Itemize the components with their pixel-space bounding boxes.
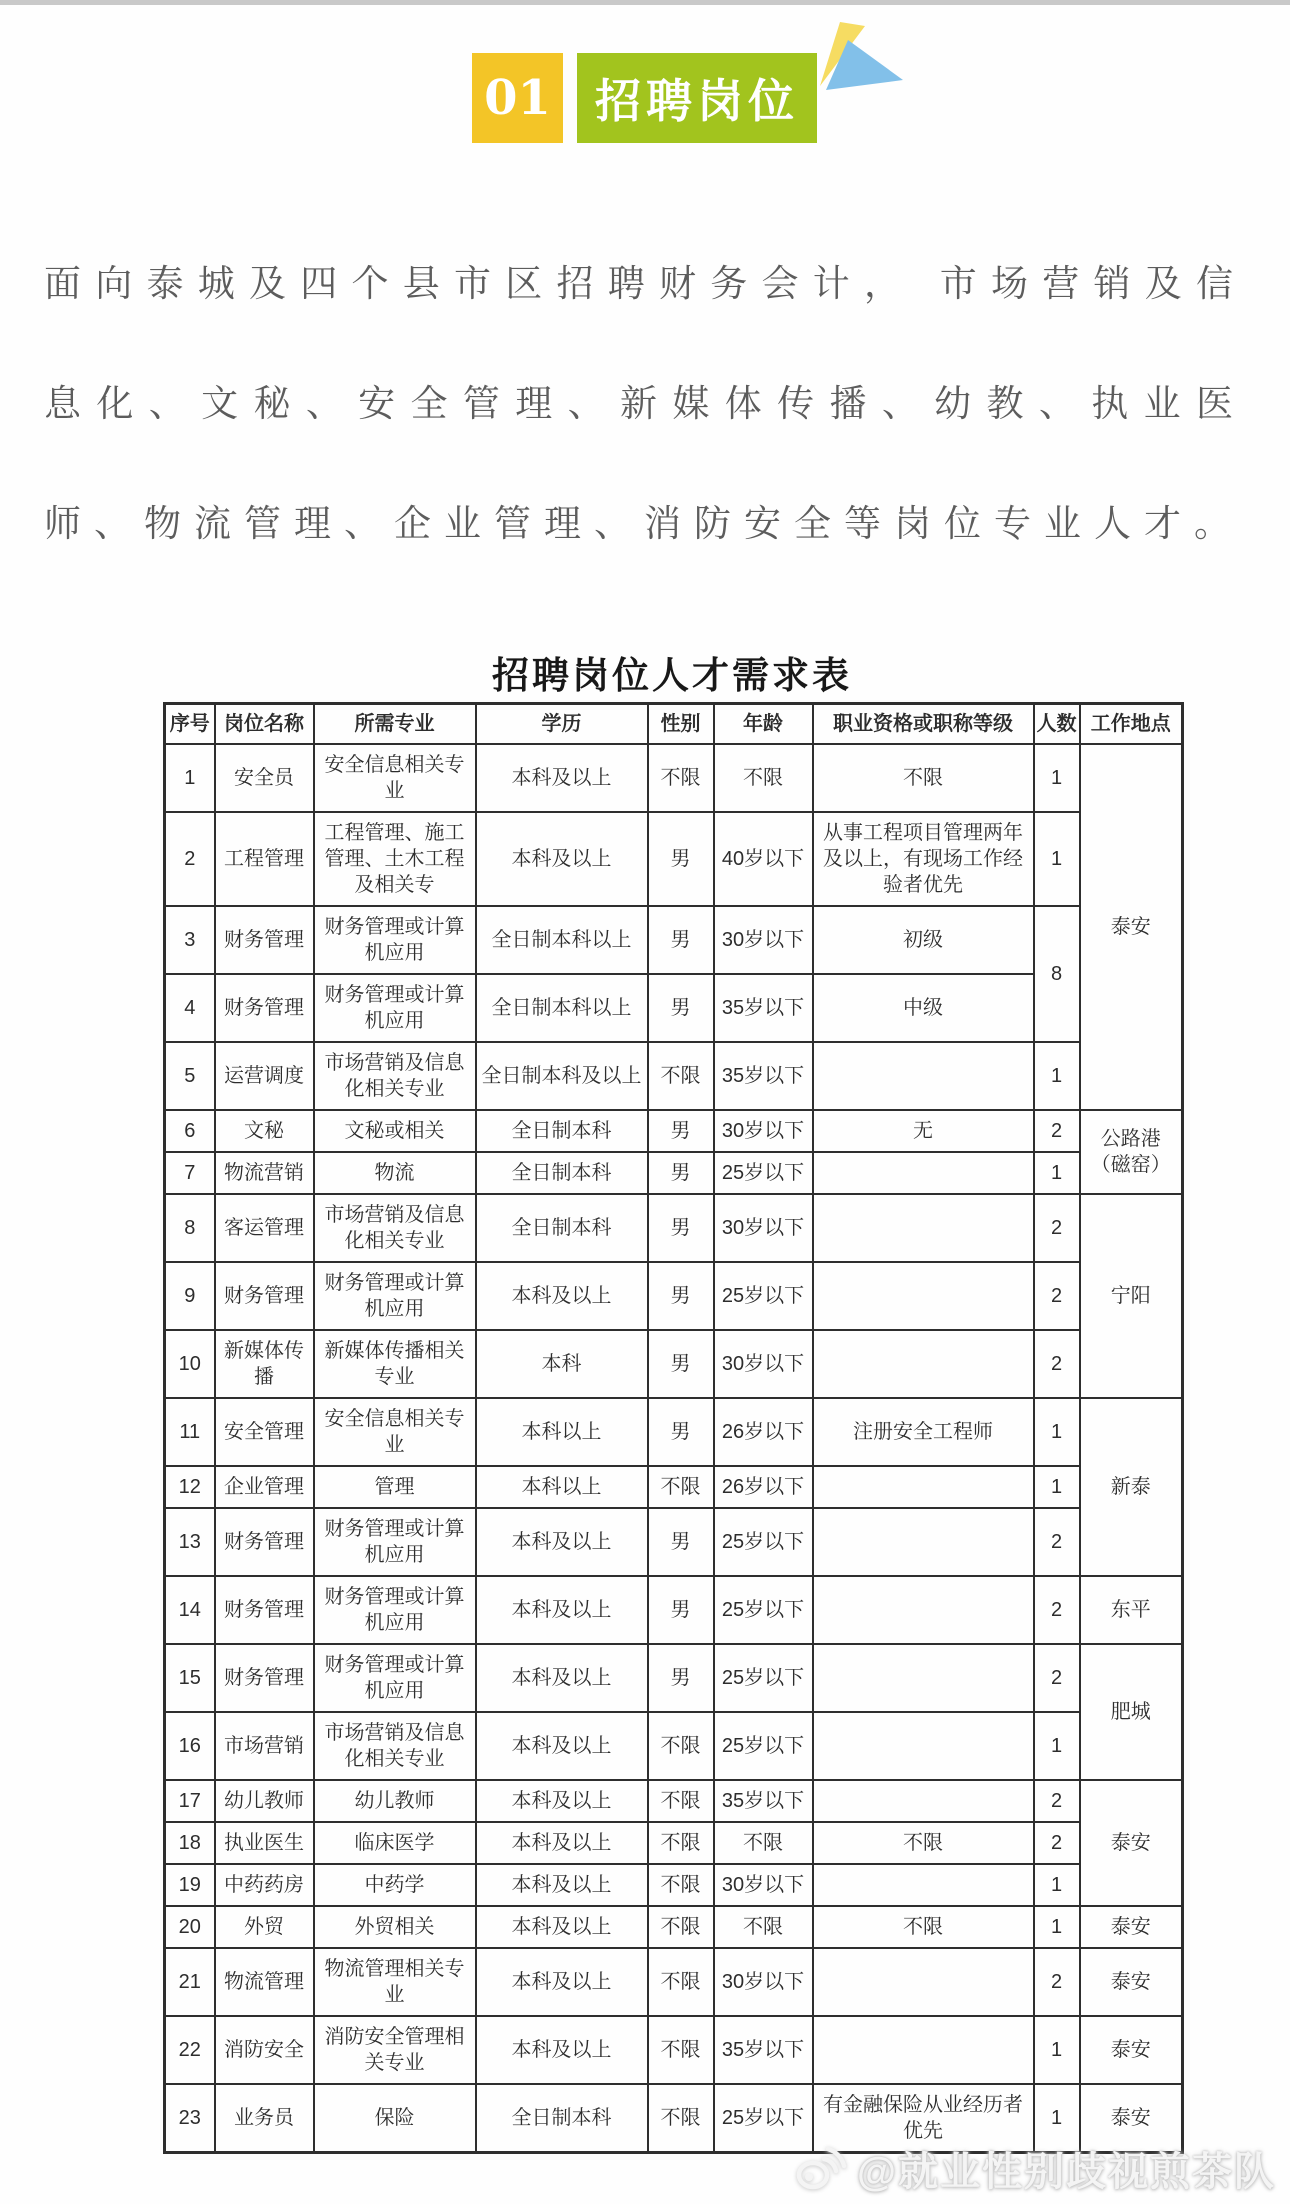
cell-degree: 全日制本科及以上 bbox=[476, 1042, 648, 1110]
column-header-3: 学历 bbox=[476, 704, 648, 745]
cell-qualification: 初级 bbox=[813, 906, 1034, 974]
cell-people-count: 2 bbox=[1034, 1262, 1080, 1330]
column-header-6: 职业资格或职称等级 bbox=[813, 704, 1034, 745]
cell-serial: 18 bbox=[165, 1822, 215, 1864]
cell-serial: 19 bbox=[165, 1864, 215, 1906]
cell-serial: 7 bbox=[165, 1152, 215, 1194]
table-row-21 bbox=[165, 1948, 1183, 2016]
cell-major: 财务管理或计算机应用 bbox=[314, 1262, 476, 1330]
column-header-4: 性别 bbox=[648, 704, 714, 745]
cell-work-location: 肥城 bbox=[1080, 1644, 1183, 1780]
requirements-table-body bbox=[165, 744, 1183, 2153]
cell-major: 新媒体传播相关专业 bbox=[314, 1330, 476, 1398]
cell-qualification bbox=[813, 1042, 1034, 1110]
cell-job-name: 物流营销 bbox=[215, 1152, 314, 1194]
cell-age: 25岁以下 bbox=[714, 1712, 813, 1780]
cell-age: 35岁以下 bbox=[714, 1042, 813, 1110]
cell-qualification bbox=[813, 1194, 1034, 1262]
cell-serial: 14 bbox=[165, 1576, 215, 1644]
cell-degree: 本科及以上 bbox=[476, 812, 648, 906]
cell-degree: 全日制本科 bbox=[476, 1152, 648, 1194]
table-row-1 bbox=[165, 744, 1183, 812]
cell-serial: 17 bbox=[165, 1780, 215, 1822]
column-header-5: 年龄 bbox=[714, 704, 813, 745]
section-title-badge: 招聘岗位 bbox=[577, 53, 817, 143]
cell-age: 40岁以下 bbox=[714, 812, 813, 906]
cell-qualification: 中级 bbox=[813, 974, 1034, 1042]
cell-degree: 全日制本科 bbox=[476, 2084, 648, 2153]
cell-gender: 男 bbox=[648, 812, 714, 906]
cell-qualification: 无 bbox=[813, 1110, 1034, 1152]
cell-gender: 男 bbox=[648, 1576, 714, 1644]
cell-gender: 男 bbox=[648, 1330, 714, 1398]
cell-age: 26岁以下 bbox=[714, 1398, 813, 1466]
cell-serial: 4 bbox=[165, 974, 215, 1042]
cell-age: 35岁以下 bbox=[714, 2016, 813, 2084]
cell-qualification: 注册安全工程师 bbox=[813, 1398, 1034, 1466]
table-row-10 bbox=[165, 1330, 1183, 1398]
cell-major: 管理 bbox=[314, 1466, 476, 1508]
cell-job-name: 新媒体传播 bbox=[215, 1330, 314, 1398]
cell-major: 财务管理或计算机应用 bbox=[314, 1508, 476, 1576]
cell-age: 不限 bbox=[714, 744, 813, 812]
cell-qualification bbox=[813, 1576, 1034, 1644]
cell-job-name: 财务管理 bbox=[215, 1508, 314, 1576]
table-row-6 bbox=[165, 1110, 1183, 1152]
cell-serial: 8 bbox=[165, 1194, 215, 1262]
cell-degree: 本科及以上 bbox=[476, 1712, 648, 1780]
cell-gender: 男 bbox=[648, 1508, 714, 1576]
cell-degree: 本科及以上 bbox=[476, 1576, 648, 1644]
cell-major: 外贸相关 bbox=[314, 1906, 476, 1948]
table-row-8 bbox=[165, 1194, 1183, 1262]
cell-work-location: 泰安 bbox=[1080, 744, 1183, 1110]
cell-gender: 不限 bbox=[648, 2016, 714, 2084]
cell-qualification bbox=[813, 1712, 1034, 1780]
cell-work-location: 泰安 bbox=[1080, 1906, 1183, 1948]
table-row-20 bbox=[165, 1906, 1183, 1948]
cell-people-count: 2 bbox=[1034, 1508, 1080, 1576]
cell-degree: 本科及以上 bbox=[476, 1780, 648, 1822]
cell-job-name: 财务管理 bbox=[215, 974, 314, 1042]
cell-gender: 不限 bbox=[648, 1822, 714, 1864]
cell-people-count: 1 bbox=[1034, 1042, 1080, 1110]
cell-people-count: 2 bbox=[1034, 1110, 1080, 1152]
cell-serial: 20 bbox=[165, 1906, 215, 1948]
cell-major: 工程管理、施工管理、土木工程及相关专 bbox=[314, 812, 476, 906]
table-row-15 bbox=[165, 1644, 1183, 1712]
cell-people-count: 1 bbox=[1034, 812, 1080, 906]
cell-gender: 不限 bbox=[648, 1780, 714, 1822]
cell-serial: 2 bbox=[165, 812, 215, 906]
column-header-2: 所需专业 bbox=[314, 704, 476, 745]
cell-qualification bbox=[813, 1644, 1034, 1712]
watermark bbox=[793, 2140, 1276, 2197]
table-row-5 bbox=[165, 1042, 1183, 1110]
cell-gender: 男 bbox=[648, 1262, 714, 1330]
cell-job-name: 工程管理 bbox=[215, 812, 314, 906]
cell-gender: 男 bbox=[648, 1152, 714, 1194]
cell-people-count: 2 bbox=[1034, 1576, 1080, 1644]
cell-age: 25岁以下 bbox=[714, 1152, 813, 1194]
cell-people-count: 1 bbox=[1034, 2084, 1080, 2153]
cell-qualification: 不限 bbox=[813, 744, 1034, 812]
cell-serial: 22 bbox=[165, 2016, 215, 2084]
cell-age: 25岁以下 bbox=[714, 1576, 813, 1644]
cell-gender: 不限 bbox=[648, 1906, 714, 1948]
cell-major: 市场营销及信息化相关专业 bbox=[314, 1194, 476, 1262]
cell-work-location: 宁阳 bbox=[1080, 1194, 1183, 1398]
table-row-7 bbox=[165, 1152, 1183, 1194]
table-row-3 bbox=[165, 906, 1183, 974]
cell-qualification bbox=[813, 1864, 1034, 1906]
cell-gender: 男 bbox=[648, 1398, 714, 1466]
cell-degree: 本科及以上 bbox=[476, 1644, 648, 1712]
cell-gender: 不限 bbox=[648, 1712, 714, 1780]
table-title: 招聘岗位人才需求表 bbox=[492, 655, 852, 696]
cell-gender: 男 bbox=[648, 1194, 714, 1262]
cell-age: 30岁以下 bbox=[714, 906, 813, 974]
cell-job-name: 运营调度 bbox=[215, 1042, 314, 1110]
column-header-0: 序号 bbox=[165, 704, 215, 745]
cell-age: 25岁以下 bbox=[714, 1508, 813, 1576]
cell-qualification bbox=[813, 1330, 1034, 1398]
cell-gender: 不限 bbox=[648, 1466, 714, 1508]
cell-major: 安全信息相关专业 bbox=[314, 1398, 476, 1466]
cell-gender: 不限 bbox=[648, 2084, 714, 2153]
cell-gender: 男 bbox=[648, 974, 714, 1042]
cell-age: 30岁以下 bbox=[714, 1110, 813, 1152]
cell-major: 临床医学 bbox=[314, 1822, 476, 1864]
cell-job-name: 外贸 bbox=[215, 1906, 314, 1948]
cell-work-location: 泰安 bbox=[1080, 1948, 1183, 2016]
cell-job-name: 幼儿教师 bbox=[215, 1780, 314, 1822]
cell-work-location: 新泰 bbox=[1080, 1398, 1183, 1576]
table-row-18 bbox=[165, 1822, 1183, 1864]
cell-gender: 男 bbox=[648, 906, 714, 974]
cell-age: 35岁以下 bbox=[714, 1780, 813, 1822]
cell-age: 25岁以下 bbox=[714, 1644, 813, 1712]
cell-degree: 本科及以上 bbox=[476, 1948, 648, 2016]
cell-major: 中药学 bbox=[314, 1864, 476, 1906]
cell-work-location: 公路港（磁窑） bbox=[1080, 1110, 1183, 1194]
table-row-17 bbox=[165, 1780, 1183, 1822]
cell-degree: 全日制本科 bbox=[476, 1110, 648, 1152]
column-header-1: 岗位名称 bbox=[215, 704, 314, 745]
requirements-table-header-row bbox=[165, 704, 1183, 745]
cell-work-location: 东平 bbox=[1080, 1576, 1183, 1644]
cell-people-count: 1 bbox=[1034, 1906, 1080, 1948]
cell-qualification bbox=[813, 1152, 1034, 1194]
cell-serial: 12 bbox=[165, 1466, 215, 1508]
cell-qualification: 不限 bbox=[813, 1906, 1034, 1948]
cell-people-count: 1 bbox=[1034, 1398, 1080, 1466]
table-row-2 bbox=[165, 812, 1183, 906]
cell-degree: 本科及以上 bbox=[476, 1906, 648, 1948]
table-row-12 bbox=[165, 1466, 1183, 1508]
cell-gender: 不限 bbox=[648, 1948, 714, 2016]
cell-qualification bbox=[813, 1780, 1034, 1822]
cell-degree: 本科 bbox=[476, 1330, 648, 1398]
cell-qualification: 不限 bbox=[813, 1822, 1034, 1864]
cell-major: 安全信息相关专业 bbox=[314, 744, 476, 812]
cell-age: 30岁以下 bbox=[714, 1194, 813, 1262]
cell-job-name: 财务管理 bbox=[215, 906, 314, 974]
cell-job-name: 消防安全 bbox=[215, 2016, 314, 2084]
cell-job-name: 业务员 bbox=[215, 2084, 314, 2153]
cell-degree: 本科及以上 bbox=[476, 1262, 648, 1330]
cell-gender: 不限 bbox=[648, 1042, 714, 1110]
cell-job-name: 财务管理 bbox=[215, 1262, 314, 1330]
cell-job-name: 财务管理 bbox=[215, 1576, 314, 1644]
cell-work-location: 泰安 bbox=[1080, 1780, 1183, 1906]
cell-major: 财务管理或计算机应用 bbox=[314, 1644, 476, 1712]
cell-serial: 15 bbox=[165, 1644, 215, 1712]
cell-age: 25岁以下 bbox=[714, 1262, 813, 1330]
cell-serial: 23 bbox=[165, 2084, 215, 2153]
cell-people-count: 2 bbox=[1034, 1330, 1080, 1398]
cell-gender: 男 bbox=[648, 1110, 714, 1152]
cell-job-name: 执业医生 bbox=[215, 1822, 314, 1864]
cell-serial: 1 bbox=[165, 744, 215, 812]
cell-degree: 本科及以上 bbox=[476, 1864, 648, 1906]
cell-people-count: 1 bbox=[1034, 1466, 1080, 1508]
weibo-icon bbox=[793, 2146, 847, 2192]
cell-serial: 21 bbox=[165, 1948, 215, 2016]
cell-degree: 全日制本科以上 bbox=[476, 974, 648, 1042]
cell-degree: 全日制本科以上 bbox=[476, 906, 648, 974]
cell-people-count: 1 bbox=[1034, 1712, 1080, 1780]
requirements-table bbox=[163, 702, 1184, 2154]
cell-qualification: 有金融保险从业经历者优先 bbox=[813, 2084, 1034, 2153]
cell-qualification bbox=[813, 1262, 1034, 1330]
cell-job-name: 安全管理 bbox=[215, 1398, 314, 1466]
table-row-19 bbox=[165, 1864, 1183, 1906]
cell-gender: 男 bbox=[648, 1644, 714, 1712]
cell-age: 30岁以下 bbox=[714, 1864, 813, 1906]
cell-job-name: 企业管理 bbox=[215, 1466, 314, 1508]
cell-major: 财务管理或计算机应用 bbox=[314, 974, 476, 1042]
cell-work-location: 泰安 bbox=[1080, 2016, 1183, 2084]
cell-serial: 9 bbox=[165, 1262, 215, 1330]
cell-serial: 6 bbox=[165, 1110, 215, 1152]
cell-degree: 本科以上 bbox=[476, 1466, 648, 1508]
cell-major: 财务管理或计算机应用 bbox=[314, 1576, 476, 1644]
cell-gender: 不限 bbox=[648, 1864, 714, 1906]
cell-age: 不限 bbox=[714, 1822, 813, 1864]
cell-job-name: 中药药房 bbox=[215, 1864, 314, 1906]
cell-qualification bbox=[813, 1466, 1034, 1508]
table-row-4 bbox=[165, 974, 1183, 1042]
cell-age: 35岁以下 bbox=[714, 974, 813, 1042]
cell-major: 保险 bbox=[314, 2084, 476, 2153]
cell-job-name: 财务管理 bbox=[215, 1644, 314, 1712]
cell-major: 财务管理或计算机应用 bbox=[314, 906, 476, 974]
cell-major: 市场营销及信息化相关专业 bbox=[314, 1042, 476, 1110]
cell-serial: 11 bbox=[165, 1398, 215, 1466]
table-row-11 bbox=[165, 1398, 1183, 1466]
cell-serial: 3 bbox=[165, 906, 215, 974]
cell-people-count: 2 bbox=[1034, 1644, 1080, 1712]
table-row-14 bbox=[165, 1576, 1183, 1644]
cell-people-count: 8 bbox=[1034, 906, 1080, 1042]
cell-job-name: 文秘 bbox=[215, 1110, 314, 1152]
cell-people-count: 2 bbox=[1034, 1822, 1080, 1864]
cell-age: 不限 bbox=[714, 1906, 813, 1948]
cell-qualification bbox=[813, 1948, 1034, 2016]
column-header-7: 人数 bbox=[1034, 704, 1080, 745]
cell-degree: 本科以上 bbox=[476, 1398, 648, 1466]
cell-qualification bbox=[813, 1508, 1034, 1576]
table-row-9 bbox=[165, 1262, 1183, 1330]
intro-paragraph: 面向泰城及四个县市区招聘财务会计， 市场营销及信息化、文秘、安全管理、新媒体传播、幼教、执业医师、物流管理、企业管理、消防安全等岗位专业人才。 bbox=[44, 263, 1246, 544]
cell-qualification bbox=[813, 2016, 1034, 2084]
cell-serial: 13 bbox=[165, 1508, 215, 1576]
cell-age: 30岁以下 bbox=[714, 1330, 813, 1398]
cell-people-count: 2 bbox=[1034, 1948, 1080, 2016]
table-row-22 bbox=[165, 2016, 1183, 2084]
cell-major: 消防安全管理相关专业 bbox=[314, 2016, 476, 2084]
cell-people-count: 2 bbox=[1034, 1780, 1080, 1822]
cell-qualification: 从事工程项目管理两年及以上，有现场工作经验者优先 bbox=[813, 812, 1034, 906]
cell-degree: 本科及以上 bbox=[476, 1508, 648, 1576]
cell-work-location: 泰安 bbox=[1080, 2084, 1183, 2153]
cell-age: 25岁以下 bbox=[714, 2084, 813, 2153]
cell-degree: 本科及以上 bbox=[476, 1822, 648, 1864]
cell-job-name: 市场营销 bbox=[215, 1712, 314, 1780]
cell-people-count: 1 bbox=[1034, 744, 1080, 812]
cell-age: 30岁以下 bbox=[714, 1948, 813, 2016]
table-row-13 bbox=[165, 1508, 1183, 1576]
cell-people-count: 1 bbox=[1034, 1152, 1080, 1194]
corner-flag-decoration bbox=[810, 20, 905, 108]
cell-major: 物流管理相关专业 bbox=[314, 1948, 476, 2016]
cell-degree: 本科及以上 bbox=[476, 2016, 648, 2084]
cell-people-count: 2 bbox=[1034, 1194, 1080, 1262]
cell-major: 幼儿教师 bbox=[314, 1780, 476, 1822]
table-row-16 bbox=[165, 1712, 1183, 1780]
cell-job-name: 安全员 bbox=[215, 744, 314, 812]
cell-major: 文秘或相关 bbox=[314, 1110, 476, 1152]
cell-serial: 5 bbox=[165, 1042, 215, 1110]
cell-people-count: 1 bbox=[1034, 1864, 1080, 1906]
cell-serial: 16 bbox=[165, 1712, 215, 1780]
cell-major: 物流 bbox=[314, 1152, 476, 1194]
cell-age: 26岁以下 bbox=[714, 1466, 813, 1508]
cell-job-name: 物流管理 bbox=[215, 1948, 314, 2016]
cell-degree: 本科及以上 bbox=[476, 744, 648, 812]
section-number-badge: 01 bbox=[472, 53, 563, 143]
cell-serial: 10 bbox=[165, 1330, 215, 1398]
section-badge bbox=[0, 0, 1290, 180]
cell-major: 市场营销及信息化相关专业 bbox=[314, 1712, 476, 1780]
cell-gender: 不限 bbox=[648, 744, 714, 812]
cell-people-count: 1 bbox=[1034, 2016, 1080, 2084]
cell-job-name: 客运管理 bbox=[215, 1194, 314, 1262]
column-header-8: 工作地点 bbox=[1080, 704, 1183, 745]
cell-degree: 全日制本科 bbox=[476, 1194, 648, 1262]
watermark-handle: @就业性别歧视煎茶队 bbox=[856, 2150, 1276, 2194]
